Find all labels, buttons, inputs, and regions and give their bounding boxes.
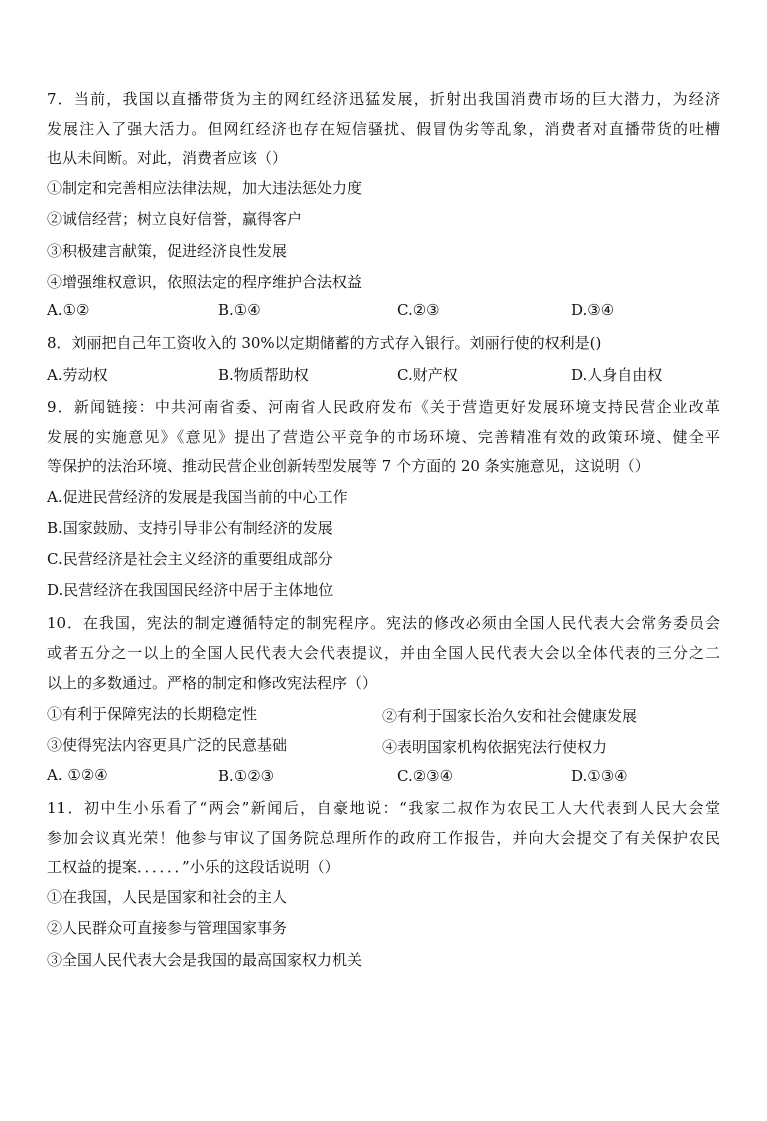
- q9-stem-line-3: 等保护的法治环境、推动民营企业创新转型发展等 7 个方面的 20 条实施意见，这说明（）: [47, 457, 650, 475]
- q7-stem-line-1: 7．当前，我国以直播带货为主的网红经济迅猛发展，折射出我国消费市场的巨大潜力，为经济: [47, 90, 720, 108]
- q7-option-b: B.①④: [218, 301, 261, 319]
- q10-option-b: B.①②③: [218, 767, 275, 785]
- q10-statement-1: ①有利于保障宪法的长期稳定性: [47, 705, 258, 723]
- q7-option-a: A.①②: [47, 301, 90, 319]
- q10-statement-2: ②有利于国家长治久安和社会健康发展: [382, 707, 638, 725]
- q11-stem-line-2: 参加会议真光荣！他参与审议了国务院总理所作的政府工作报告，并向大会提交了有关保护农民: [47, 829, 720, 847]
- q7-statement-1: ①制定和完善相应法律法规，加大违法惩处力度: [47, 179, 363, 197]
- q7-option-d: D.③④: [571, 301, 615, 319]
- q8-option-a: A.劳动权: [47, 366, 108, 384]
- q10-statement-3: ③使得宪法内容更具广泛的民意基础: [47, 736, 288, 754]
- q7-stem-line-3: 也从未间断。对此，消费者应该（）: [47, 149, 288, 167]
- q10-option-d: D.①③④: [571, 767, 628, 785]
- q7-stem-line-2: 发展注入了强大活力。但网红经济也存在短信骚扰、假冒伪劣等乱象，消费者对直播带货的吐槽: [47, 120, 720, 138]
- q8-option-b: B.物质帮助权: [218, 366, 309, 384]
- q8-option-d: D.人身自由权: [571, 366, 663, 384]
- q11-statement-3: ③全国人民代表大会是我国的最高国家权力机关: [47, 951, 363, 969]
- q10-option-a: A. ①②④: [47, 766, 108, 784]
- q10-stem-line-1: 10．在我国，宪法的制定遵循特定的制宪程序。宪法的修改必须由全国人民代表大会常务委员会: [47, 614, 720, 632]
- q11-statement-1: ①在我国，人民是国家和社会的主人: [47, 888, 288, 906]
- q7-statement-4: ④增强维权意识，依照法定的程序维护合法权益: [47, 273, 363, 291]
- q9-stem-line-1: 9．新闻链接：中共河南省委、河南省人民政府发布《关于营造更好发展环境支持民营企业改革: [47, 398, 720, 416]
- q7-statement-2: ②诚信经营；树立良好信誉，赢得客户: [47, 210, 303, 228]
- q10-statement-4: ④表明国家机构依据宪法行使权力: [382, 738, 608, 756]
- q9-option-d: D.民营经济在我国国民经济中居于主体地位: [47, 581, 334, 599]
- q9-option-b: B.国家鼓励、支持引导非公有制经济的发展: [47, 519, 333, 537]
- q8-option-c: C.财产权: [397, 366, 458, 384]
- q9-option-c: C.民营经济是社会主义经济的重要组成部分: [47, 550, 333, 568]
- q10-option-c: C.②③④: [397, 767, 454, 785]
- q8-stem: 8．刘丽把自己年工资收入的 30%以定期储蓄的方式存入银行。刘丽行使的权利是(): [47, 334, 602, 352]
- q7-option-c: C.②③: [397, 301, 440, 319]
- q7-statement-3: ③积极建言献策，促进经济良性发展: [47, 242, 288, 260]
- q11-statement-2: ②人民群众可直接参与管理国家事务: [47, 919, 288, 937]
- q10-stem-line-2: 或者五分之一以上的全国人民代表大会代表提议，并由全国人民代表大会以全体代表的三分之二: [47, 644, 720, 662]
- q11-stem-line-1: 11．初中生小乐看了“两会”新闻后，自豪地说：“我家二叔作为农民工人大代表到人民大会堂: [47, 799, 720, 817]
- q9-option-a: A.促进民营经济的发展是我国当前的中心工作: [47, 488, 348, 506]
- q9-stem-line-2: 发展的实施意见》《意见》提出了营造公平竞争的市场环境、完善精准有效的政策环境、健全平: [47, 428, 720, 446]
- q10-stem-line-3: 以上的多数通过。严格的制定和修改宪法程序（）: [47, 674, 378, 692]
- q11-stem-line-3: 工权益的提案．．．．．．”小乐的这段话说明（）: [47, 858, 340, 876]
